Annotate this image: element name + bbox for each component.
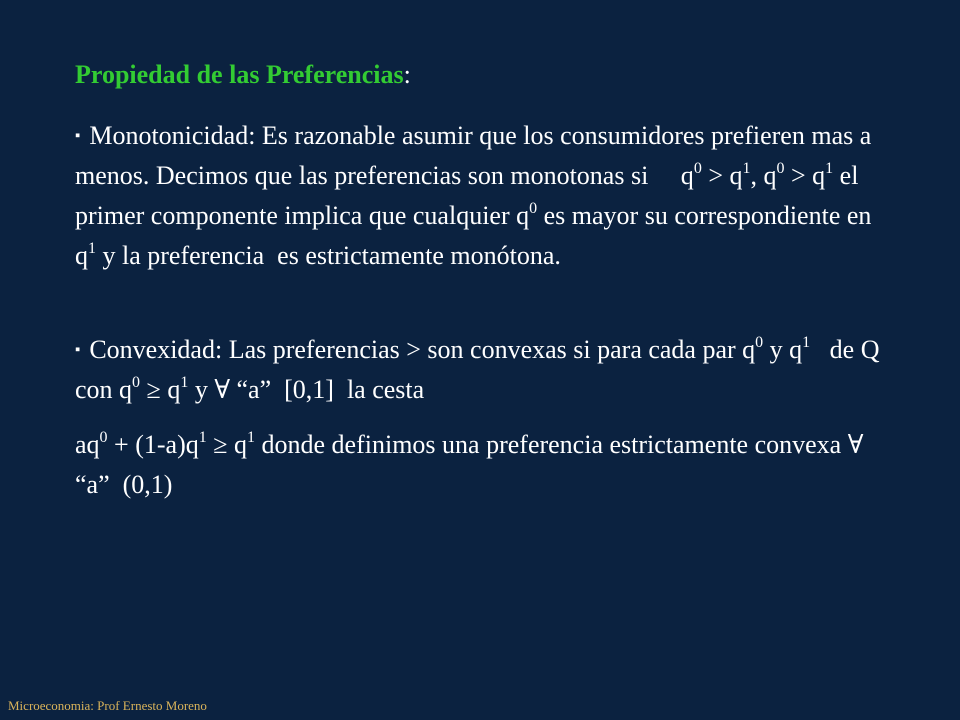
superscript: 0 [776,160,785,177]
text-run: ≥ q [140,375,181,404]
text-run: y la preferencia es estrictamente monótona. [96,241,561,270]
bullet-convexidad [75,330,885,410]
superscript: 1 [802,334,811,351]
text-run: y q [763,335,803,364]
bullet-monotonicidad [75,116,885,276]
slide-title-text: Propiedad de las Preferencias [75,60,404,89]
text-run: el primer componente implica que cualquier q [75,161,865,230]
text-run: Convexidad: Las preferencias > son convexas si para cada par q [89,335,756,364]
text-run: > q [784,161,826,190]
slide-title [75,60,411,90]
text-run: Monotonicidad: Es razonable asumir que los consumidores prefieren mas a menos. Decimos que las preferencias son monotonas si q [75,121,878,190]
superscript: 1 [742,160,751,177]
superscript: 1 [825,160,834,177]
bullet-icon: ▪ [75,128,81,144]
text-run: > q [701,161,743,190]
text-run: donde definimos una preferencia estrictamente convexa ∀ “a” (0,1) [75,430,870,499]
superscript: 0 [693,160,702,177]
slide-footer: Microeconomia: Prof Ernesto Moreno [8,698,207,713]
text-run: es mayor su correspondiente en q [75,201,878,270]
superscript: 0 [99,429,108,446]
superscript: 1 [198,429,207,446]
bullet-icon: ▪ [75,342,81,358]
superscript: 0 [529,200,538,217]
text-run: y ∀ “a” [0,1] la cesta [188,375,425,404]
superscript: 1 [88,240,96,257]
slide-title-colon: : [403,60,411,89]
text-run: ≥ q [206,430,248,459]
text-run: de Q con q [75,335,886,404]
superscript: 1 [180,374,189,391]
superscript: 1 [247,429,256,446]
paragraph-convexa [75,425,885,505]
text-run: , q [750,161,777,190]
superscript: 0 [132,374,141,391]
superscript: 0 [755,334,764,351]
text-run: aq [75,430,100,459]
text-run: + (1-a)q [107,430,199,459]
